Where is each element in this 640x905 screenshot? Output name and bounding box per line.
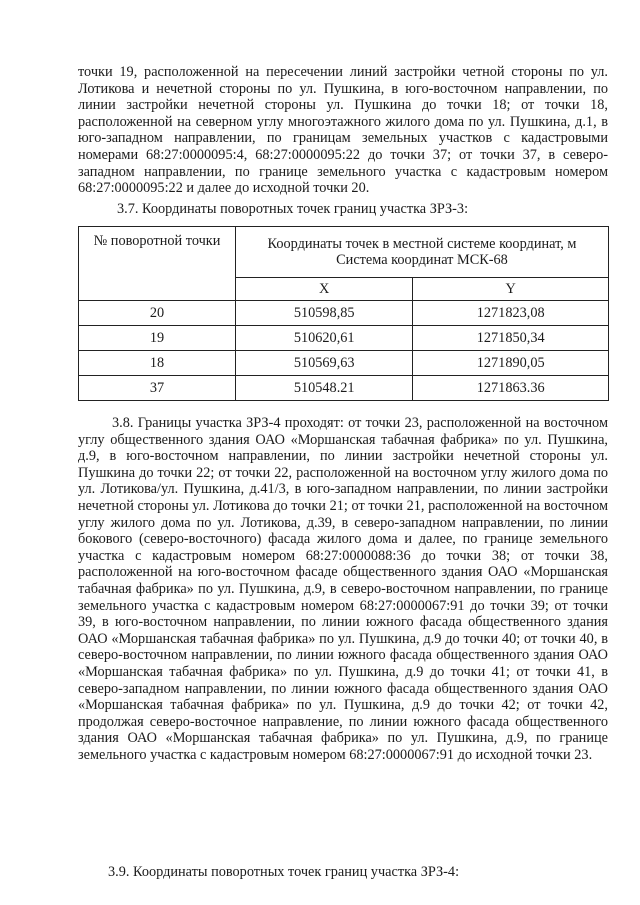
coord-x: 510620,61 xyxy=(236,326,413,351)
header-coordinates-line2: Система координат МСК-68 xyxy=(336,252,508,268)
header-coordinates-line1: Координаты точек в местной системе координат, м xyxy=(267,236,577,252)
point-number: 20 xyxy=(79,301,236,326)
table-header-row xyxy=(79,227,609,278)
coord-x: 510569,63 xyxy=(236,351,413,376)
header-x: X xyxy=(236,278,413,301)
header-coordinates xyxy=(236,227,609,278)
point-number: 37 xyxy=(79,376,236,401)
paragraph-zrz3-boundary: точки 19, расположенной на пересечении линий застройки четной стороны по ул. Лотикова и нечетной стороны по ул. Пушкина, в юго-восточном направлении, по линии застройки нечетной стороны ул. Пушкина до точки 18; от точки 18, расположенной на северном углу многоэтажного жилого дома по ул. Пушкина, д.1, в юго-западном направлении, по границам земельных участков с кадастровыми номерами 68:27:0000095:4, 68:27:0000095:22 до точки 37; от точки 37, в северо-западном направлении, по границе земельного участка с кадастровым номером 68:27:0000095:22 и далее до исходной точки 20. xyxy=(78,64,608,197)
point-number: 18 xyxy=(79,351,236,376)
coord-y: 1271890,05 xyxy=(413,351,609,376)
coordinates-table-zrz3 xyxy=(78,226,609,401)
paragraph-zrz4-boundary: 3.8. Границы участка ЗРЗ-4 проходят: от точки 23, расположенной на восточном углу общественного здания ОАО «Моршанская табачная фабрика» по ул. Пушкина, д.9, в юго-восточном направлении, по линии застройки нечетной стороны ул. Пушкина до точки 22; от точки 22, расположенной на восточном углу жилого дома по ул. Лотикова/ул. Пушкина, д.41/3, в юго-западном направлении, по линии застройки нечетной стороны ул. Лотикова до точки 21; от точки 21, расположенной на восточном углу жилого дома по ул. Лотикова, д.39, в северо-западном направлении, по линии бокового (северо-восточного) фасада жилого дома и далее, по границе земельного участка с кадастровым номером 68:27:0000088:36 до точки 38; от точки 38, расположенной на юго-восточном фасаде общественного здания ОАО «Моршанская табачная фабрика» по ул. Пушкина, д.9, в северо-восточном направлении, по границе земельного участка с кадастровым номером 68:27:0000067:91 до точки 39; от точки 39, в юго-восточном направлении, по линии южного фасада общественного здания ОАО «Моршанская табачная фабрика» по ул. Пушкина, д.9 до точки 40; от точки 40, в северо-восточном направлении, по линии южного фасада общественного здания ОАО «Моршанская табачная фабрика» по ул. Пушкина, д.9 до точки 41; от точки 41, в северо-западном направлении, по линии южного фасада общественного здания ОАО «Моршанская табачная фабрика» по ул. Пушкина, д.9 до точки 42; от точки 42, продолжая северо-восточное направление, по линии южного фасада общественного здания ОАО «Моршанская табачная фабрика» по ул. Пушкина, д.9, по границе земельного участка с кадастровым номером 68:27:0000067:91 до исходной точки 23. xyxy=(78,415,608,763)
coord-x: 510548.21 xyxy=(236,376,413,401)
table-row xyxy=(79,326,609,351)
coord-y: 1271863.36 xyxy=(413,376,609,401)
header-point-number: № поворотной точки xyxy=(79,227,236,301)
caption-zrz4-coordinates: 3.9. Координаты поворотных точек границ участка ЗРЗ-4: xyxy=(108,864,460,880)
table-row xyxy=(79,301,609,326)
point-number: 19 xyxy=(79,326,236,351)
caption-zrz3-coordinates: 3.7. Координаты поворотных точек границ участка ЗРЗ-3: xyxy=(117,201,469,217)
coord-y: 1271850,34 xyxy=(413,326,609,351)
header-y: Y xyxy=(413,278,609,301)
coord-x: 510598,85 xyxy=(236,301,413,326)
table-row xyxy=(79,376,609,401)
table-row xyxy=(79,351,609,376)
coord-y: 1271823,08 xyxy=(413,301,609,326)
